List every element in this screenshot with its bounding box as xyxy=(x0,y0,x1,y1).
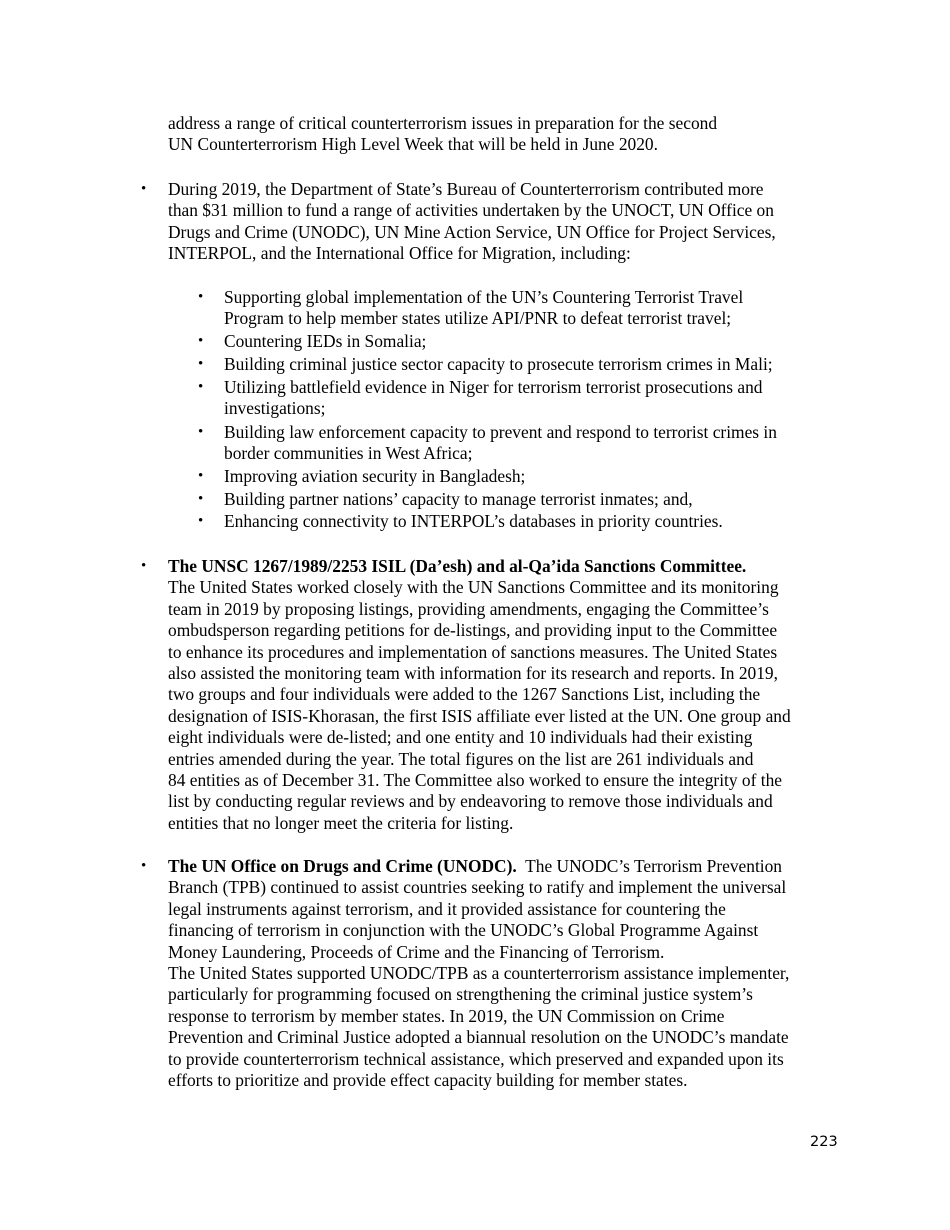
unsc-line: to enhance its procedures and implementation of sanctions measures. The United States xyxy=(168,641,778,662)
funding-paragraph xyxy=(168,179,776,265)
unodc-line: financing of terrorism in conjunction with the UNODC’s Global Programme Against xyxy=(168,920,759,941)
funding-line: INTERPOL, and the International Office for Migration, including: xyxy=(168,243,631,264)
unsc-heading: The UNSC 1267/1989/2253 ISIL (Da’esh) and al-Qa’ida Sanctions Committee. xyxy=(168,556,747,576)
sub-item xyxy=(224,287,743,330)
sub-item xyxy=(224,377,762,420)
unodc-line: The United States supported UNODC/TPB as a counterterrorism assistance implementer, xyxy=(168,962,790,983)
funding-line: During 2019, the Department of State’s Bureau of Counterterrorism contributed more xyxy=(168,179,764,199)
funding-line: than $31 million to fund a range of activities undertaken by the UNOCT, UN Office on xyxy=(168,200,774,221)
bullet-icon: • xyxy=(141,181,147,197)
unsc-line: 84 entities as of December 31. The Committee also worked to ensure the integrity of the xyxy=(168,769,782,790)
bullet-icon: • xyxy=(141,558,147,574)
sub-item-line: Building criminal justice sector capacity to prosecute terrorism crimes in Mali; xyxy=(224,354,773,374)
intro-paragraph xyxy=(168,113,717,156)
unodc-line: Money Laundering, Proceeds of Crime and the Financing of Terrorism. xyxy=(168,941,665,962)
unodc-line: response to terrorism by member states. In 2019, the UN Commission on Crime xyxy=(168,1005,725,1026)
unodc-line: to provide counterterrorism technical assistance, which preserved and expanded upon its xyxy=(168,1048,784,1069)
unsc-line: entries amended during the year. The total figures on the list are 261 individuals and xyxy=(168,748,754,769)
unodc-line: efforts to prioritize and provide effect capacity building for member states. xyxy=(168,1069,688,1090)
unsc-line: designation of ISIS-Khorasan, the first ISIS affiliate ever listed at the UN. One group and xyxy=(168,705,791,726)
unodc-line: particularly for programming focused on strengthening the criminal justice system’s xyxy=(168,984,753,1005)
unodc-line: Branch (TPB) continued to assist countries seeking to ratify and implement the universal xyxy=(168,877,787,898)
sub-item xyxy=(224,331,426,352)
sub-item xyxy=(224,354,773,375)
unsc-line: The United States worked closely with the UN Sanctions Committee and its monitoring xyxy=(168,577,779,598)
sub-bullet-icon: • xyxy=(198,356,204,372)
unsc-line: entities that no longer meet the criteria for listing. xyxy=(168,812,514,833)
unsc-line: two groups and four individuals were added to the 1267 Sanctions List, including the xyxy=(168,684,761,705)
sub-item-line: Supporting global implementation of the UN’s Countering Terrorist Travel xyxy=(224,287,744,307)
unodc-line: Prevention and Criminal Justice adopted a biannual resolution on the UNODC’s mandate xyxy=(168,1027,789,1048)
bullet-icon: • xyxy=(141,858,147,874)
unsc-line: also assisted the monitoring team with information for its research and reports. In 2019, xyxy=(168,662,778,683)
unsc-line: eight individuals were de-listed; and one entity and 10 individuals had their existing xyxy=(168,727,753,748)
sub-bullet-icon: • xyxy=(198,491,204,507)
unodc-first-line xyxy=(168,856,789,877)
page-number: 223 xyxy=(810,1134,838,1150)
unsc-line: ombudsperson regarding petitions for de-listings, and providing input to the Committee xyxy=(168,620,778,641)
sub-item xyxy=(224,422,777,465)
intro-line: address a range of critical counterterrorism issues in preparation for the second xyxy=(168,113,718,133)
sub-bullet-icon: • xyxy=(198,289,204,305)
sub-item-line: Countering IEDs in Somalia; xyxy=(224,331,427,351)
sub-item-line: Utilizing battlefield evidence in Niger for terrorism terrorist prosecutions and xyxy=(224,377,763,397)
sub-item xyxy=(224,489,693,510)
unodc-paragraph xyxy=(168,856,789,1091)
funding-line: Drugs and Crime (UNODC), UN Mine Action Service, UN Office for Project Services, xyxy=(168,221,776,242)
sub-bullet-icon: • xyxy=(198,379,204,395)
unsc-line: list by conducting regular reviews and by endeavoring to remove those individuals and xyxy=(168,791,773,812)
sub-item-line: investigations; xyxy=(224,398,326,419)
sub-item-line: Enhancing connectivity to INTERPOL’s databases in priority countries. xyxy=(224,511,723,531)
unodc-heading: The UN Office on Drugs and Crime (UNODC). xyxy=(168,856,517,876)
sub-item xyxy=(224,511,723,532)
sub-item-line: Program to help member states utilize API/PNR to defeat terrorist travel; xyxy=(224,308,732,329)
sub-item xyxy=(224,466,525,487)
sub-item-line: Improving aviation security in Bangladesh; xyxy=(224,466,526,486)
sub-bullet-icon: • xyxy=(198,333,204,349)
unsc-line: team in 2019 by proposing listings, providing amendments, engaging the Committee’s xyxy=(168,598,769,619)
unodc-first-line-rest: The UNODC’s Terrorism Prevention xyxy=(516,856,782,876)
unodc-line: legal instruments against terrorism, and it provided assistance for countering the xyxy=(168,898,726,919)
sub-item-line: Building law enforcement capacity to prevent and respond to terrorist crimes in xyxy=(224,422,777,442)
intro-line: UN Counterterrorism High Level Week that will be held in June 2020. xyxy=(168,134,658,155)
sub-item-line: Building partner nations’ capacity to manage terrorist inmates; and, xyxy=(224,489,693,509)
sub-bullet-icon: • xyxy=(198,513,204,529)
sub-bullet-icon: • xyxy=(198,468,204,484)
sub-bullet-icon: • xyxy=(198,424,204,440)
sub-item-line: border communities in West Africa; xyxy=(224,443,473,464)
unsc-paragraph xyxy=(168,556,791,834)
